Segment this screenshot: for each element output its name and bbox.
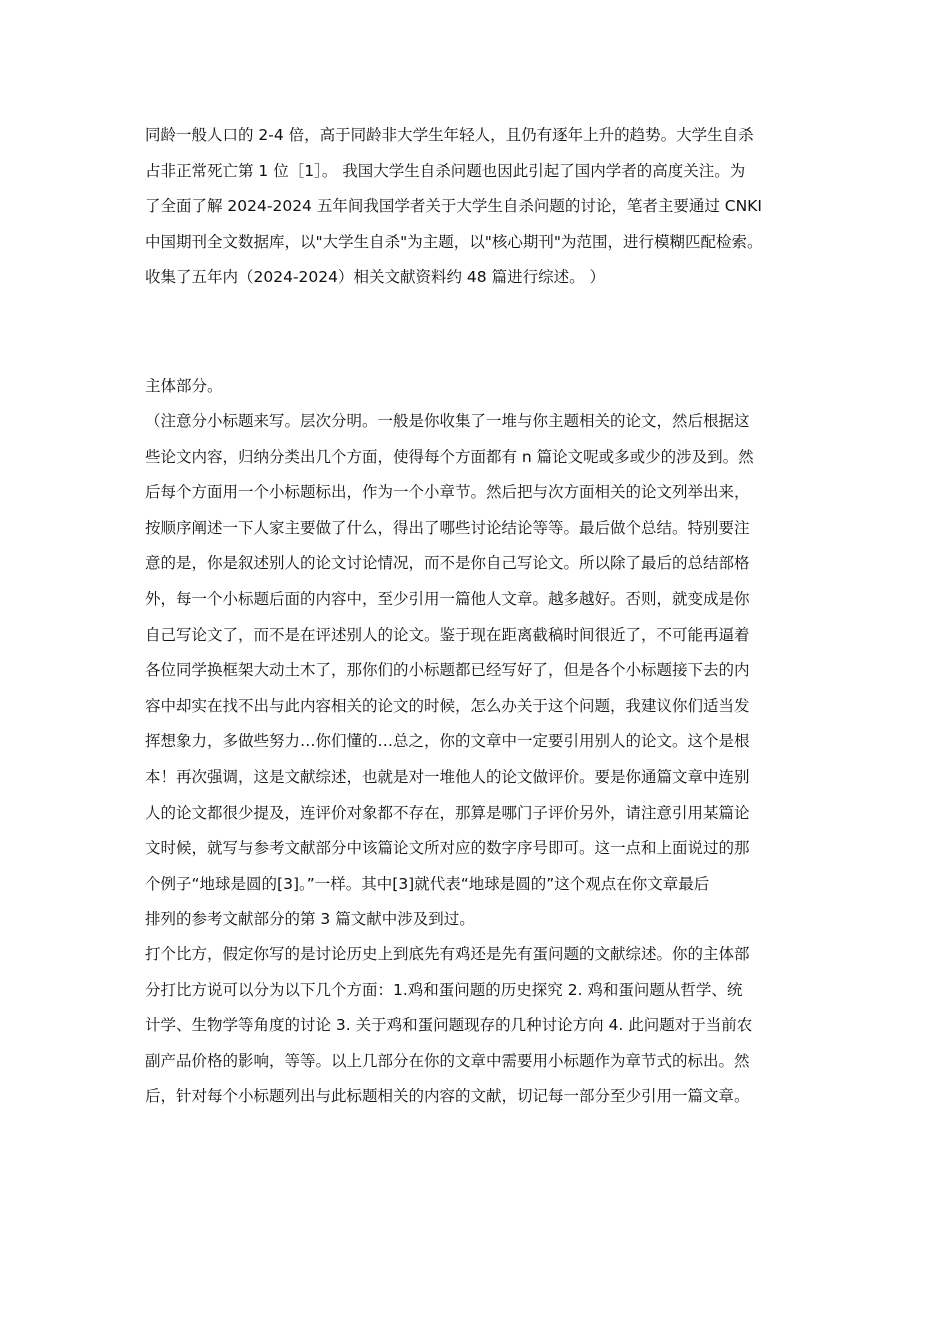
example-paragraph	[145, 937, 815, 1115]
text-line: 人的论文都很少提及，连评价对象都不存在，那算是哪门子评价另外，请注意引用某篇论	[145, 803, 750, 822]
text-line: 意的是，你是叙述别人的论文讨论情况，而不是你自己写论文。所以除了最后的总结部格	[145, 554, 750, 573]
text-line: 排列的参考文献部分的第 3 篇文献中涉及到过。	[145, 910, 475, 929]
text-line: 后，针对每个小标题列出与此标题相关的内容的文献，切记每一部分至少引用一篇文章。	[145, 1087, 750, 1106]
text-line: 分打比方说可以分为以下几个方面：1.鸡和蛋问题的历史探究 2. 鸡和蛋问题从哲学、统	[145, 980, 743, 999]
intro-paragraph	[145, 118, 815, 296]
text-line: 中国期刊全文数据库，以"大学生自杀"为主题，以"核心期刊"为范围，进行模糊匹配检索。	[145, 232, 763, 251]
text-line: 些论文内容，归纳分类出几个方面，使得每个方面都有 n 篇论文呢或多或少的涉及到。然	[145, 447, 754, 466]
main-body	[145, 404, 815, 1115]
text-line: 占非正常死亡第 1 位［1］。 我国大学生自杀问题也因此引起了国内学者的高度关注。为	[145, 161, 746, 180]
text-line: 同龄一般人口的 2-4 倍，高于同龄非大学生年轻人，且仍有逐年上升的趋势。大学生自杀	[145, 126, 754, 144]
text-line: （注意分小标题来写。层次分明。一般是你收集了一堆与你主题相关的论文，然后根据这	[145, 412, 750, 430]
guidance-paragraph	[145, 404, 815, 937]
text-line: 容中却实在找不出与此内容相关的论文的时候，怎么办关于这个问题，我建议你们适当发	[145, 696, 750, 715]
text-line: 按顺序阐述一下人家主要做了什么，得出了哪些讨论结论等等。最后做个总结。特别要注	[145, 518, 750, 537]
text-line: 外，每一个小标题后面的内容中，至少引用一篇他人文章。越多越好。否则，就变成是你	[145, 589, 750, 608]
text-line: 个例子“地球是圆的[3]。”一样。其中[3]就代表“地球是圆的”这个观点在你文章最后	[145, 874, 710, 893]
text-line: 本！再次强调，这是文献综述，也就是对一堆他人的论文做评价。要是你通篇文章中连别	[145, 767, 750, 786]
text-line: 文时候，就写与参考文献部分中该篇论文所对应的数字序号即可。这一点和上面说过的那	[145, 839, 750, 858]
text-line: 自己写论文了，而不是在评述别人的论文。鉴于现在距离截稿时间很近了，不可能再逼着	[145, 625, 750, 644]
section-heading: 主体部分。	[145, 377, 223, 395]
text-line: 各位同学换框架大动土木了，那你们的小标题都已经写好了，但是各个小标题接下去的内	[145, 661, 750, 680]
section-heading-block	[145, 369, 815, 405]
text-line: 收集了五年内（2024-2024）相关文献资料约 48 篇进行综述。 ）	[145, 268, 605, 287]
text-line: 挥想象力，多做些努力…你们懂的…总之，你的文章中一定要引用别人的论文。这个是根	[145, 732, 750, 751]
text-line: 打个比方，假定你写的是讨论历史上到底先有鸡还是先有蛋问题的文献综述。你的主体部	[145, 944, 750, 963]
text-line: 副产品价格的影响，等等。以上几部分在你的文章中需要用小标题作为章节式的标出。然	[145, 1051, 750, 1070]
text-line: 了全面了解 2024-2024 五年间我国学者关于大学生自杀问题的讨论，笔者主要通过 CNKI	[145, 197, 762, 216]
text-line: 计学、生物学等角度的讨论 3. 关于鸡和蛋问题现存的几种讨论方向 4. 此问题对于当前农	[145, 1016, 753, 1035]
text-line: 后每个方面用一个小标题标出，作为一个小章节。然后把与次方面相关的论文列举出来，	[145, 483, 750, 502]
